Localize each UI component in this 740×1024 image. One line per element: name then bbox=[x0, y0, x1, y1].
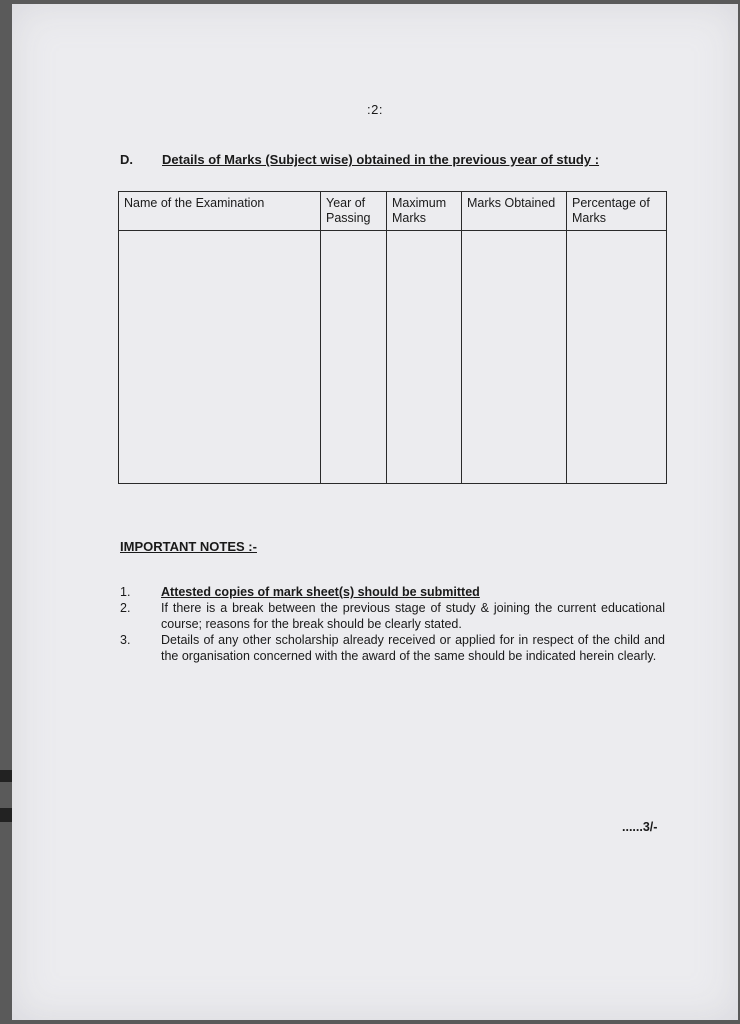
header-maximum-marks: Maximum Marks bbox=[387, 192, 462, 231]
cell-year-of-passing[interactable] bbox=[321, 231, 387, 484]
table-row bbox=[119, 231, 667, 484]
section-title: Details of Marks (Subject wise) obtained in the previous year of study : bbox=[162, 152, 600, 167]
note-text: Attested copies of mark sheet(s) should be submitted bbox=[161, 585, 480, 599]
scan-edge-mark bbox=[0, 808, 12, 822]
cell-percentage[interactable] bbox=[567, 231, 667, 484]
header-year-of-passing: Year of Passing bbox=[321, 192, 387, 231]
list-item bbox=[120, 600, 665, 632]
notes-list bbox=[120, 584, 665, 664]
header-marks-obtained: Marks Obtained bbox=[462, 192, 567, 231]
header-exam-name: Name of the Examination bbox=[119, 192, 321, 231]
cell-marks-obtained[interactable] bbox=[462, 231, 567, 484]
note-number: 2. bbox=[120, 601, 131, 615]
list-item bbox=[120, 632, 665, 664]
marks-table bbox=[118, 191, 667, 484]
cell-maximum-marks[interactable] bbox=[387, 231, 462, 484]
note-number: 1. bbox=[120, 585, 131, 599]
note-text: If there is a break between the previous stage of study & joining the current educational course; reasons for the break should be clearly stated. bbox=[161, 601, 665, 631]
note-number: 3. bbox=[120, 633, 131, 647]
scan-edge-mark bbox=[0, 770, 12, 782]
cell-exam-name[interactable] bbox=[119, 231, 321, 484]
section-letter: D. bbox=[120, 152, 133, 167]
header-percentage: Percentage of Marks bbox=[567, 192, 667, 231]
list-item bbox=[120, 584, 665, 600]
page-number: :2: bbox=[367, 102, 383, 117]
notes-heading: IMPORTANT NOTES :- bbox=[120, 539, 257, 554]
section-heading bbox=[120, 152, 599, 167]
table-header-row bbox=[119, 192, 667, 231]
document-page bbox=[12, 4, 738, 1020]
note-text: Details of any other scholarship already received or applied for in respect of the child and the organisation concerned with the award of the same should be indicated herein clearly. bbox=[161, 633, 665, 663]
continuation-marker: ......3/- bbox=[622, 820, 658, 834]
